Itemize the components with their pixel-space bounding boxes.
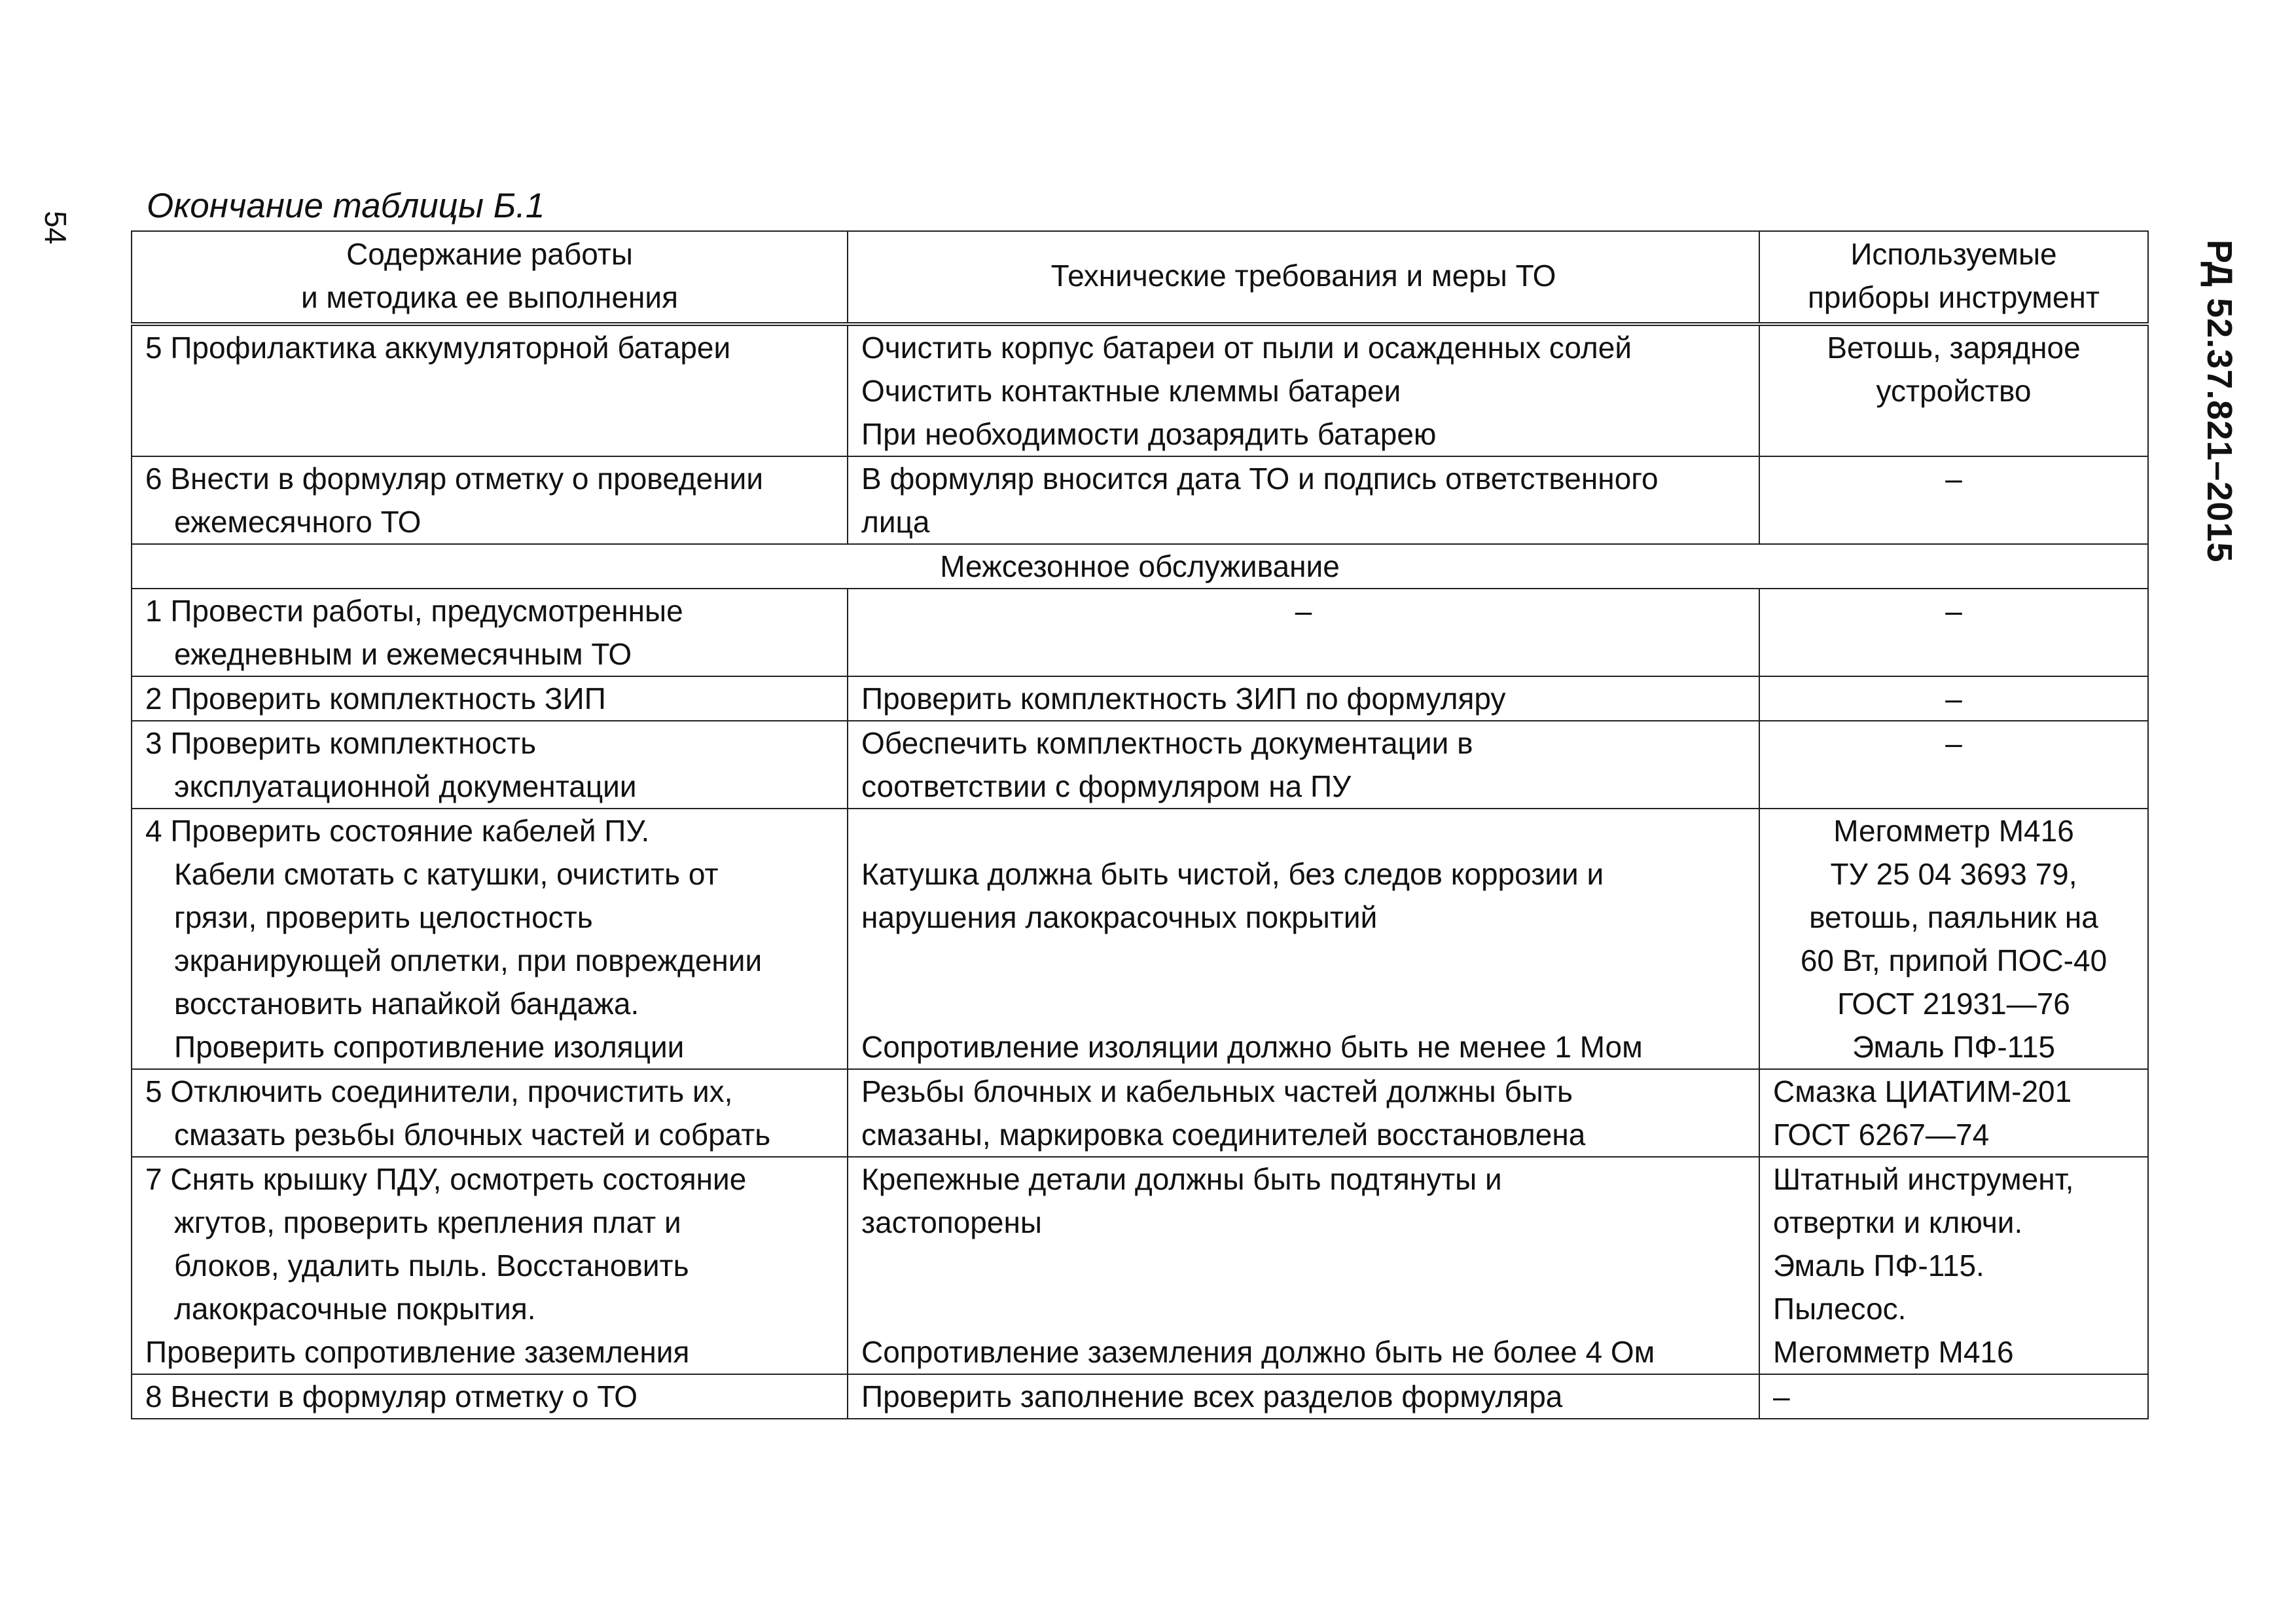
cell-tools bbox=[1759, 676, 2148, 721]
cell-text: Пылесос. bbox=[1773, 1292, 1907, 1326]
cell-text: Катушка должна быть чистой, без следов коррозии и bbox=[861, 857, 1604, 891]
cell-requirements bbox=[848, 456, 1759, 544]
table-row bbox=[132, 1374, 2148, 1419]
header-tools-line-1: Используемые bbox=[1850, 237, 2057, 271]
cell-spacer bbox=[861, 1287, 1746, 1330]
cell-text: Эмаль ПФ-115. bbox=[1773, 1249, 1984, 1283]
cell-tools bbox=[1759, 721, 2148, 809]
cell-text: лица bbox=[861, 505, 930, 539]
table-row bbox=[132, 589, 2148, 676]
cell-text: 1 Провести работы, предусмотренные bbox=[145, 594, 683, 628]
cell-text: ГОСТ 21931—76 bbox=[1837, 987, 2070, 1021]
cell-tools bbox=[1759, 809, 2148, 1069]
cell-spacer bbox=[861, 982, 1746, 1025]
cell-text: 5 Профилактика аккумуляторной батареи bbox=[145, 331, 731, 365]
header-work-line-1: Содержание работы bbox=[346, 237, 633, 271]
cell-work bbox=[132, 1157, 848, 1374]
cell-work bbox=[132, 721, 848, 809]
cell-text: восстановить напайкой бандажа. bbox=[174, 987, 639, 1021]
cell-text: смазать резьбы блочных частей и собрать bbox=[174, 1118, 771, 1152]
table-row bbox=[132, 1157, 2148, 1374]
table-row bbox=[132, 809, 2148, 1069]
cell-work bbox=[132, 324, 848, 456]
cell-text: Очистить контактные клеммы батареи bbox=[861, 374, 1401, 408]
cell-work bbox=[132, 1374, 848, 1419]
table-row bbox=[132, 456, 2148, 544]
cell-text: Сопротивление изоляции должно быть не менее 1 Мом bbox=[861, 1030, 1643, 1064]
cell-text: Смазка ЦИАТИМ-201 bbox=[1773, 1074, 2072, 1108]
cell-text: Очистить корпус батареи от пыли и осажденных солей bbox=[861, 331, 1632, 365]
header-requirements bbox=[848, 231, 1759, 324]
cell-tools bbox=[1759, 456, 2148, 544]
cell-spacer bbox=[861, 1244, 1746, 1287]
cell-work bbox=[132, 1069, 848, 1157]
table-row bbox=[132, 721, 2148, 809]
section-title-text: Межсезонное обслуживание bbox=[940, 549, 1340, 583]
cell-work bbox=[132, 809, 848, 1069]
cell-text: 8 Внести в формуляр отметку о ТО bbox=[145, 1379, 638, 1413]
cell-text: – bbox=[1945, 726, 1962, 760]
cell-requirements bbox=[848, 809, 1759, 1069]
cell-spacer bbox=[861, 809, 1746, 852]
table-row bbox=[132, 1069, 2148, 1157]
cell-text: При необходимости дозарядить батарею bbox=[861, 417, 1437, 451]
cell-text: 7 Снять крышку ПДУ, осмотреть состояние bbox=[145, 1162, 747, 1196]
cell-text: грязи, проверить целостность bbox=[174, 900, 593, 934]
cell-text: Резьбы блочных и кабельных частей должны быть bbox=[861, 1074, 1573, 1108]
cell-requirements bbox=[848, 589, 1759, 676]
cell-tools bbox=[1759, 324, 2148, 456]
cell-text: ГОСТ 6267—74 bbox=[1773, 1118, 1990, 1152]
cell-text: Ветошь, зарядное bbox=[1827, 331, 2081, 365]
cell-text: блоков, удалить пыль. Восстановить bbox=[174, 1249, 689, 1283]
cell-text: отвертки и ключи. bbox=[1773, 1205, 2023, 1239]
table-header-row bbox=[132, 231, 2148, 324]
cell-text: Кабели смотать с катушки, очистить от bbox=[174, 857, 719, 891]
cell-text: смазаны, маркировка соединителей восстановлена bbox=[861, 1118, 1586, 1152]
cell-text: нарушения лакокрасочных покрытий bbox=[861, 900, 1378, 934]
cell-text: – bbox=[1295, 594, 1312, 628]
header-requirements-text: Технические требования и меры ТО bbox=[1050, 259, 1556, 293]
cell-text: Сопротивление заземления должно быть не более 4 Ом bbox=[861, 1335, 1655, 1369]
cell-tools bbox=[1759, 1069, 2148, 1157]
section-title bbox=[132, 544, 2148, 589]
cell-text: 2 Проверить комплектность ЗИП bbox=[145, 682, 606, 716]
table-caption: Окончание таблицы Б.1 bbox=[147, 187, 545, 225]
cell-text: Проверить сопротивление изоляции bbox=[174, 1030, 685, 1064]
cell-work bbox=[132, 456, 848, 544]
page-number: 54 bbox=[39, 211, 73, 245]
cell-requirements bbox=[848, 676, 1759, 721]
cell-text: В формуляр вносится дата ТО и подпись ответственного bbox=[861, 462, 1659, 496]
cell-text: 60 Вт, припой ПОС-40 bbox=[1800, 943, 2108, 977]
document-code: РД 52.37.821–2015 bbox=[2200, 240, 2239, 563]
cell-tools bbox=[1759, 1374, 2148, 1419]
cell-text: Проверить комплектность ЗИП по формуляру bbox=[861, 682, 1506, 716]
cell-text: Проверить сопротивление заземления bbox=[145, 1335, 690, 1369]
cell-text: 3 Проверить комплектность bbox=[145, 726, 537, 760]
cell-text: – bbox=[1945, 462, 1962, 496]
cell-requirements bbox=[848, 1374, 1759, 1419]
header-work-line-2: и методика ее выполнения bbox=[300, 280, 679, 314]
cell-tools bbox=[1759, 589, 2148, 676]
table-row bbox=[132, 324, 2148, 456]
cell-text: Эмаль ПФ-115 bbox=[1852, 1030, 2056, 1064]
header-tools bbox=[1759, 231, 2148, 324]
cell-text: ежедневным и ежемесячным ТО bbox=[174, 637, 632, 671]
cell-work bbox=[132, 589, 848, 676]
table-row bbox=[132, 676, 2148, 721]
cell-text: лакокрасочные покрытия. bbox=[174, 1292, 536, 1326]
cell-text: Мегомметр М416 bbox=[1833, 814, 2074, 848]
cell-text: соответствии с формуляром на ПУ bbox=[861, 769, 1352, 803]
cell-text: – bbox=[1773, 1379, 1790, 1413]
header-work bbox=[132, 231, 848, 324]
cell-text: Штатный инструмент, bbox=[1773, 1162, 2074, 1196]
cell-text: – bbox=[1945, 594, 1962, 628]
cell-text: ветошь, паяльник на bbox=[1809, 900, 2098, 934]
cell-requirements bbox=[848, 721, 1759, 809]
cell-work bbox=[132, 676, 848, 721]
cell-text: 5 Отключить соединители, прочистить их, bbox=[145, 1074, 733, 1108]
section-row bbox=[132, 544, 2148, 589]
cell-text: 6 Внести в формуляр отметку о проведении bbox=[145, 462, 764, 496]
header-tools-line-2: приборы инструмент bbox=[1808, 280, 2100, 314]
cell-text: застопорены bbox=[861, 1205, 1042, 1239]
cell-text: эксплуатационной документации bbox=[174, 769, 637, 803]
cell-text: жгутов, проверить крепления плат и bbox=[174, 1205, 681, 1239]
cell-requirements bbox=[848, 1069, 1759, 1157]
cell-text: Крепежные детали должны быть подтянуты и bbox=[861, 1162, 1502, 1196]
cell-tools bbox=[1759, 1157, 2148, 1374]
cell-spacer bbox=[861, 939, 1746, 982]
cell-text: ежемесячного ТО bbox=[174, 505, 422, 539]
cell-text: Обеспечить комплектность документации в bbox=[861, 726, 1473, 760]
cell-text: устройство bbox=[1876, 374, 2032, 408]
maintenance-table bbox=[131, 230, 2149, 1419]
cell-text: Мегомметр М416 bbox=[1773, 1335, 2014, 1369]
cell-requirements bbox=[848, 324, 1759, 456]
cell-text: Проверить заполнение всех разделов формуляра bbox=[861, 1379, 1563, 1413]
cell-requirements bbox=[848, 1157, 1759, 1374]
cell-text: ТУ 25 04 3693 79, bbox=[1830, 857, 2077, 891]
cell-text: – bbox=[1945, 682, 1962, 716]
cell-text: 4 Проверить состояние кабелей ПУ. bbox=[145, 814, 650, 848]
cell-text: экранирующей оплетки, при повреждении bbox=[174, 943, 762, 977]
